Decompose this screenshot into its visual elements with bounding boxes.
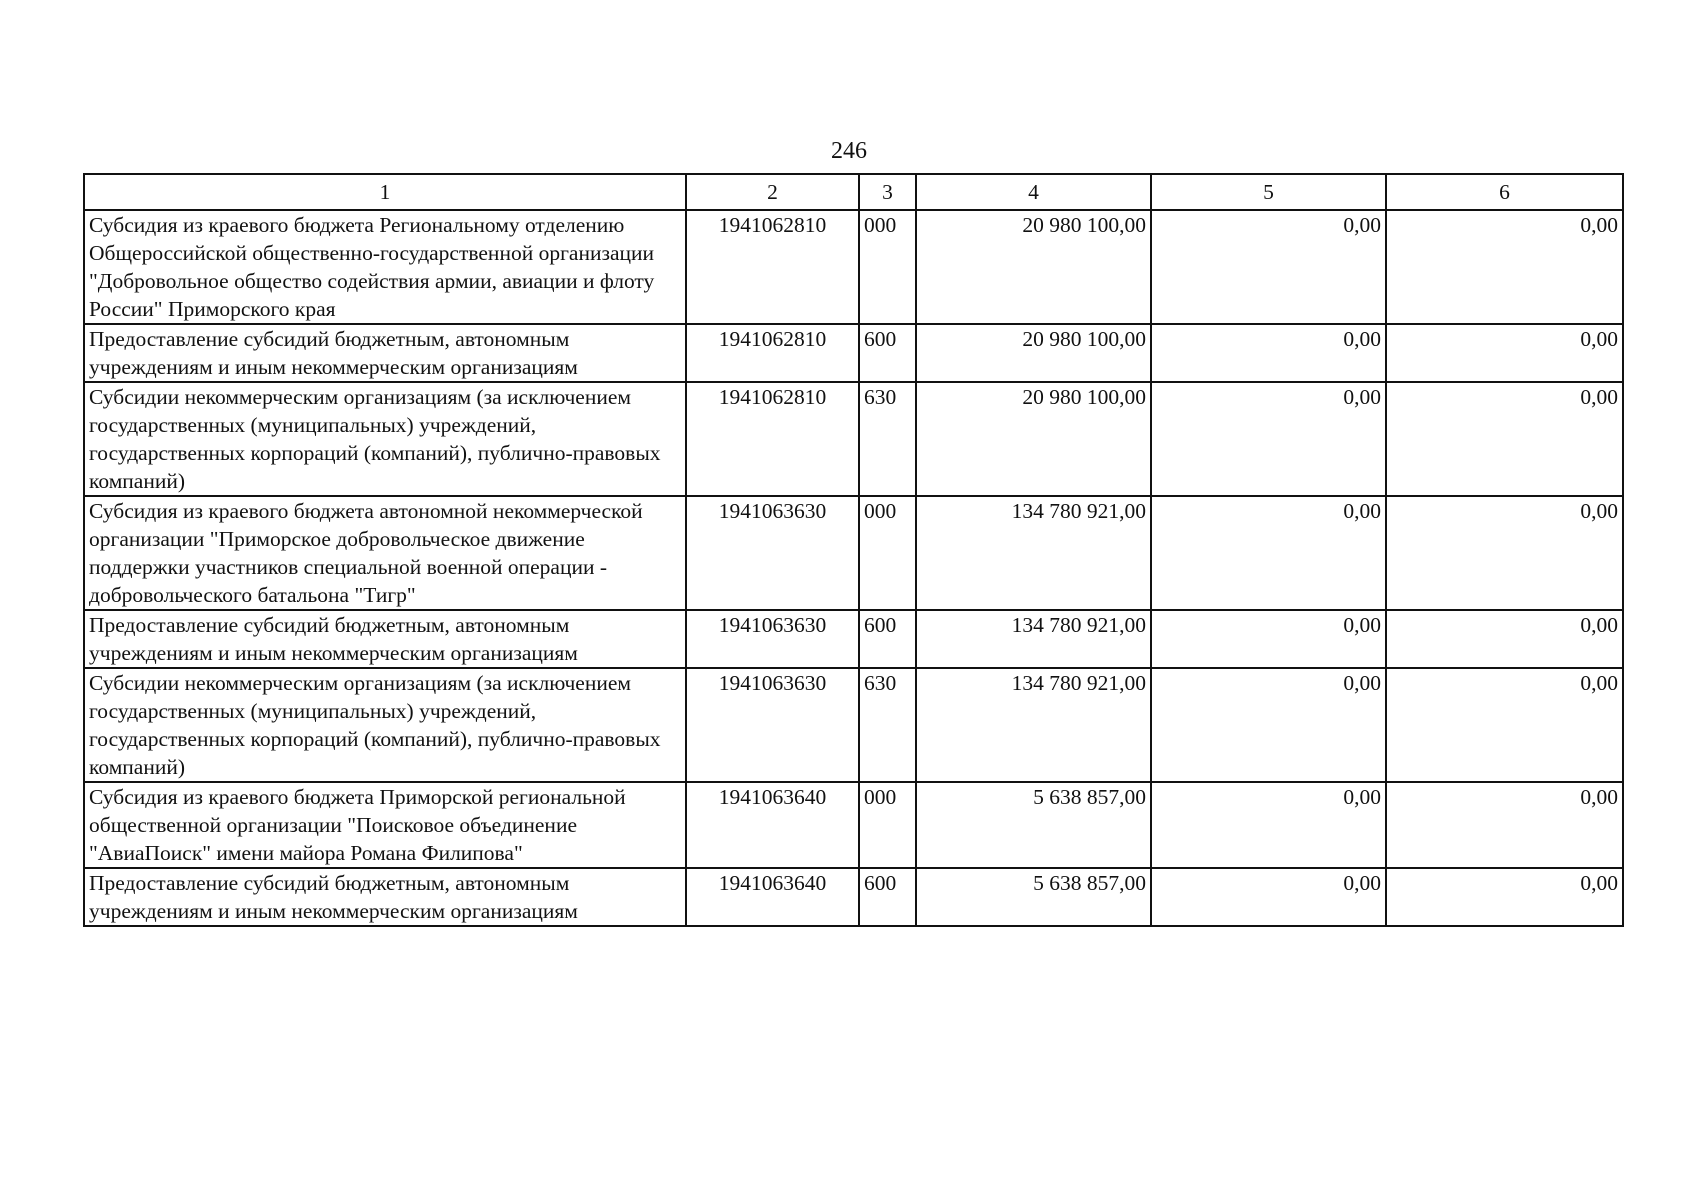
row-name: Субсидия из краевого бюджета Региональному отделению Общероссийской общественно-государственной организации "Добровольное общество содействия армии, авиации и флоту России" Приморского края xyxy=(84,210,686,324)
target-code: 1941063630 xyxy=(686,496,859,610)
target-code: 1941063630 xyxy=(686,610,859,668)
row-name: Предоставление субсидий бюджетным, автономным учреждениям и иным некоммерческим организациям xyxy=(84,610,686,668)
target-code: 1941062810 xyxy=(686,324,859,382)
table-row xyxy=(84,210,1623,324)
amount-col-6: 0,00 xyxy=(1386,782,1623,868)
row-name: Предоставление субсидий бюджетным, автономным учреждениям и иным некоммерческим организациям xyxy=(84,868,686,926)
expense-type: 630 xyxy=(859,668,916,782)
table-row xyxy=(84,382,1623,496)
row-name: Субсидии некоммерческим организациям (за исключением государственных (муниципальных) учреждений, государственных корпораций (компаний), публично-правовых компаний) xyxy=(84,382,686,496)
expense-type: 000 xyxy=(859,210,916,324)
amount-col-5: 0,00 xyxy=(1151,382,1386,496)
column-header-1: 1 xyxy=(84,174,686,210)
expense-type: 600 xyxy=(859,324,916,382)
amount-col-4: 134 780 921,00 xyxy=(916,496,1151,610)
amount-col-4: 20 980 100,00 xyxy=(916,324,1151,382)
row-name: Субсидия из краевого бюджета автономной некоммерческой организации "Приморское добровольческое движение поддержки участников специальной военной операции - добровольческого батальона "Тигр" xyxy=(84,496,686,610)
expense-type: 600 xyxy=(859,868,916,926)
target-code: 1941063630 xyxy=(686,668,859,782)
amount-col-6: 0,00 xyxy=(1386,382,1623,496)
table-row xyxy=(84,496,1623,610)
budget-table xyxy=(83,173,1624,927)
amount-col-5: 0,00 xyxy=(1151,496,1386,610)
target-code: 1941063640 xyxy=(686,782,859,868)
column-header-3: 3 xyxy=(859,174,916,210)
amount-col-6: 0,00 xyxy=(1386,668,1623,782)
amount-col-4: 20 980 100,00 xyxy=(916,382,1151,496)
amount-col-6: 0,00 xyxy=(1386,610,1623,668)
amount-col-6: 0,00 xyxy=(1386,210,1623,324)
header-row xyxy=(84,174,1623,210)
amount-col-4: 5 638 857,00 xyxy=(916,868,1151,926)
amount-col-6: 0,00 xyxy=(1386,324,1623,382)
column-header-4: 4 xyxy=(916,174,1151,210)
amount-col-5: 0,00 xyxy=(1151,668,1386,782)
expense-type: 000 xyxy=(859,496,916,610)
amount-col-5: 0,00 xyxy=(1151,782,1386,868)
table-row xyxy=(84,868,1623,926)
expense-type: 000 xyxy=(859,782,916,868)
row-name: Субсидии некоммерческим организациям (за исключением государственных (муниципальных) учреждений, государственных корпораций (компаний), публично-правовых компаний) xyxy=(84,668,686,782)
table-row xyxy=(84,782,1623,868)
amount-col-4: 134 780 921,00 xyxy=(916,668,1151,782)
amount-col-6: 0,00 xyxy=(1386,496,1623,610)
column-header-2: 2 xyxy=(686,174,859,210)
amount-col-4: 134 780 921,00 xyxy=(916,610,1151,668)
amount-col-4: 5 638 857,00 xyxy=(916,782,1151,868)
amount-col-6: 0,00 xyxy=(1386,868,1623,926)
amount-col-5: 0,00 xyxy=(1151,324,1386,382)
amount-col-4: 20 980 100,00 xyxy=(916,210,1151,324)
amount-col-5: 0,00 xyxy=(1151,210,1386,324)
table-row xyxy=(84,324,1623,382)
expense-type: 630 xyxy=(859,382,916,496)
table-row xyxy=(84,610,1623,668)
target-code: 1941062810 xyxy=(686,382,859,496)
table-row xyxy=(84,668,1623,782)
page-number: 246 xyxy=(831,138,867,164)
row-name: Субсидия из краевого бюджета Приморской региональной общественной организации "Поисковое объединение "АвиаПоиск" имени майора Романа Филипова" xyxy=(84,782,686,868)
row-name: Предоставление субсидий бюджетным, автономным учреждениям и иным некоммерческим организациям xyxy=(84,324,686,382)
target-code: 1941063640 xyxy=(686,868,859,926)
amount-col-5: 0,00 xyxy=(1151,610,1386,668)
column-header-5: 5 xyxy=(1151,174,1386,210)
column-header-6: 6 xyxy=(1386,174,1623,210)
amount-col-5: 0,00 xyxy=(1151,868,1386,926)
target-code: 1941062810 xyxy=(686,210,859,324)
expense-type: 600 xyxy=(859,610,916,668)
